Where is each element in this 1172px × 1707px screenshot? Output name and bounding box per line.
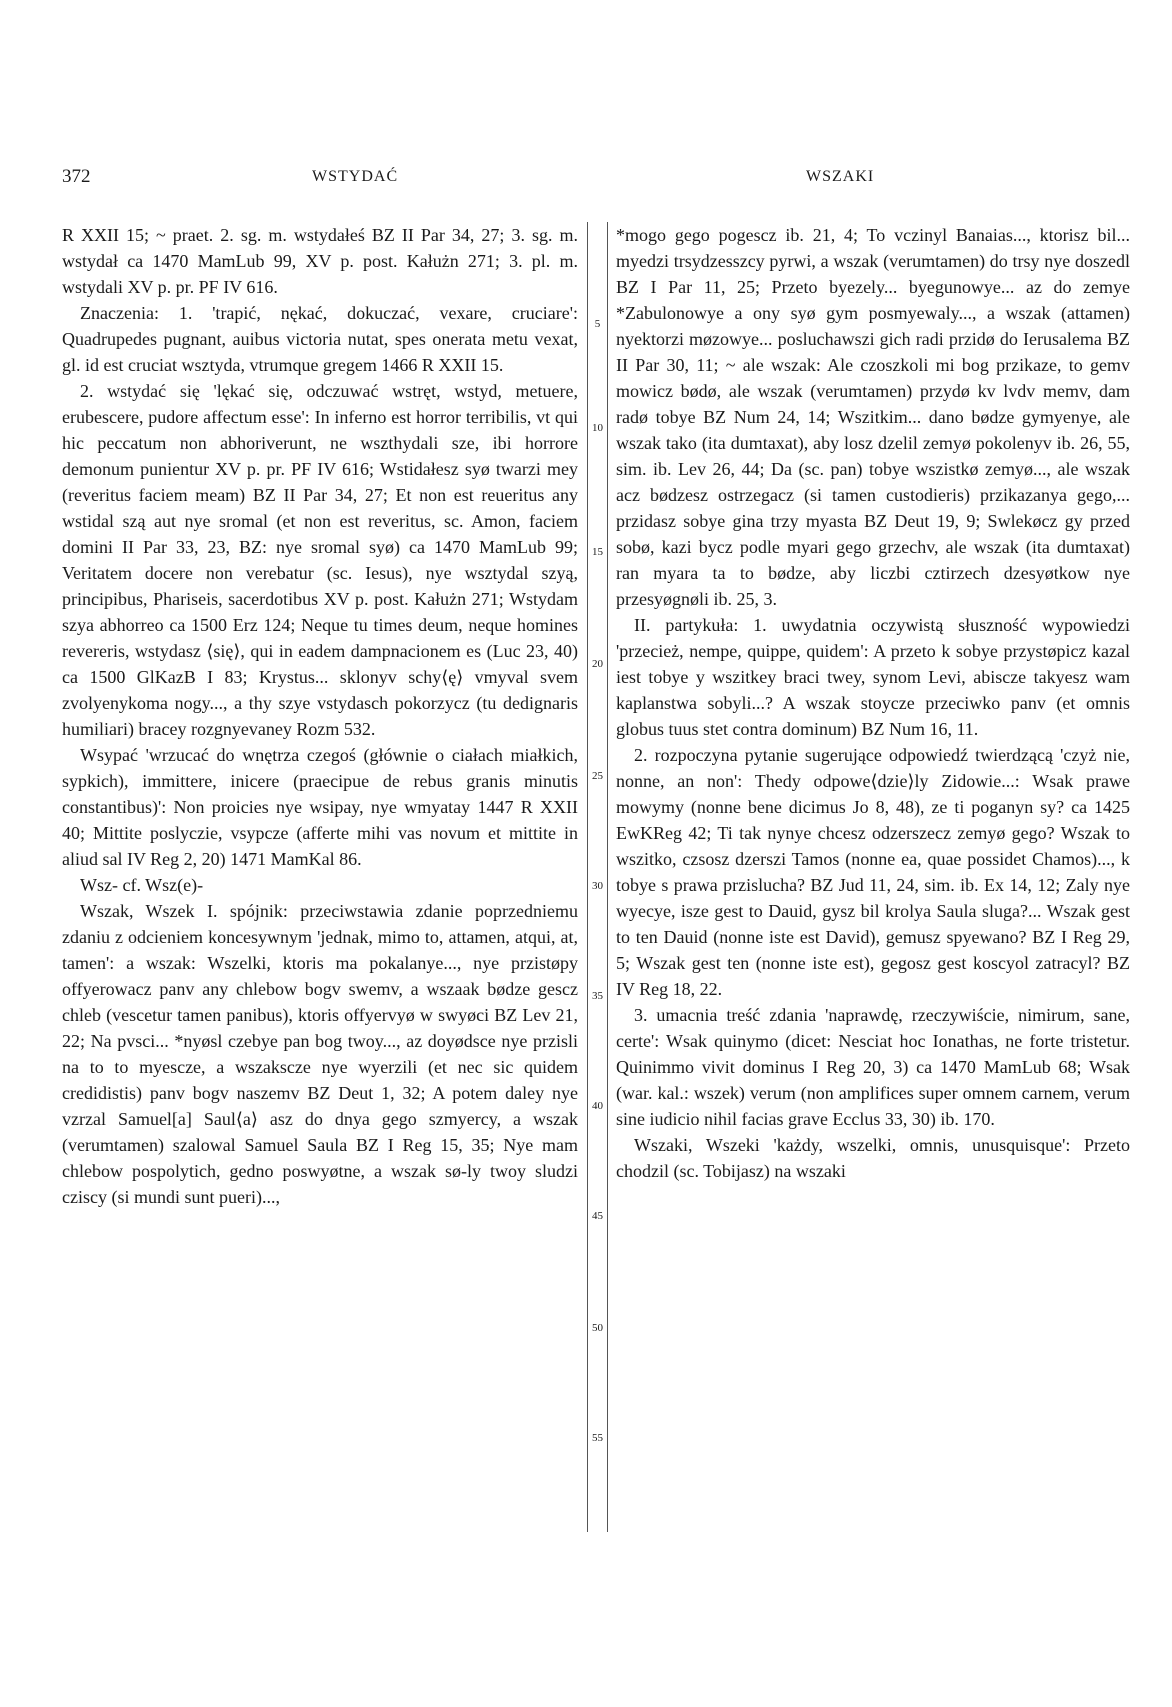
entry-paragraph: Wszak, Wszek I. spójnik: przeciwstawia zdanie poprzedniemu zdaniu z odcieniem koncesywnym 'jednak, mimo to, attamen, atqui, at, tamen': a wszak: Wszelki, ktoris ma pokalanye..., nye przistøpy offyerowacz panv any chlebow bogv swemv, a wszaak bødze gescz chleb (vescetur tamen panibus), ktoris offyervyø w swyøci BZ Lev 21, 22; Na pvsci... *nyøsl czebye pan bog twoy..., az doyødsce nye przisli na to to myescze, a wszakscze nye wyerzili (et nec sic quidem credidistis) panv bogv naszemv BZ Deut 1, 32; A potem daley nye vzrzal Samuel[a] Saul⟨a⟩ asz do dnya gego szmyercy, a wszak (verumtamen) szalowal Samuel Saula BZ I Reg 15, 35; Nye mam chlebow pospolytich, gedno poswyøtne, a wszak sø-ly twoy sludzi cziscy (si mundi sunt pueri)...,	[62, 901, 578, 1207]
entry-paragraph: II. partykuła: 1. uwydatnia oczywistą słuszność wypowiedzi 'przecież, nempe, quippe, quidem': A przeto k sobye przystøpicz kazal iest tobye y wszitkey braci twey, synom Levi, abiscze takyesz wam kaplanstwa sobyli...? A wszak stoycze przeciwko panv (et omnis globus tuus stet contra dominum) BZ Num 16, 11.	[616, 615, 1130, 739]
entry-paragraph: Znaczenia: 1. 'trapić, nękać, dokuczać, vexare, cruciare': Quadrupedes pugnant, auibus victoria nutat, spes onerata metu vexat, gl. id est cruciat wsztyda, vtrumque gregem 1466 R XXII 15.	[62, 303, 578, 375]
line-number: 15	[592, 546, 603, 558]
line-number: 35	[592, 990, 603, 1002]
entry-paragraph: R XXII 15; ~ praet. 2. sg. m. wstydałeś BZ II Par 34, 27; 3. sg. m. wstydał ca 1470 MamLub 99, XV p. post. Kałużn 271; 3. pl. m. wstydali XV p. pr. PF IV 616.	[62, 225, 578, 297]
entry-paragraph: Wsz- cf. Wsz(e)-	[80, 875, 204, 895]
entry-paragraph: 3. umacnia treść zdania 'naprawdę, rzeczywiście, nimirum, sane, certe': Wsak quinymo (dicet: Nesciat hoc Ionathas, ne forte tristetur. Quinimmo vivit dominus I Reg 20, 3) ca 1470 MamLub 68; Wsak (war. kal.: wszek) verum (non amplifices super omnem carnem, verum sine iudicio nihil facias grave Ecclus 33, 30) ib. 170.	[616, 1005, 1130, 1129]
line-number: 30	[592, 880, 603, 892]
entry-paragraph: Wszaki, Wszeki 'każdy, wszelki, omnis, unusquisque': Przeto chodzil (sc. Tobijasz) na wszaki	[616, 1135, 1130, 1181]
column-rule-left	[587, 222, 588, 1532]
right-column	[616, 222, 1130, 1184]
line-number: 55	[592, 1432, 603, 1444]
left-column	[62, 222, 578, 1210]
line-number: 45	[592, 1210, 603, 1222]
left-running-head: WSTYDAĆ	[312, 168, 399, 185]
right-running-head: WSZAKI	[806, 168, 875, 185]
line-number: 10	[592, 422, 603, 434]
entry-paragraph: 2. wstydać się 'lękać się, odczuwać wstręt, wstyd, metuere, erubescere, pudore affectum esse': In inferno est horror terribilis, vt qui hic peccatum non abhoriverunt, ne wszthydali sze, ibi horrore demonum punientur XV p. pr. PF IV 616; Wstidałesz syø twarzi mey (reveritus faciem meam) BZ II Par 34, 27; Et non est reueritus any wstidal szą aut nye sromal (et non est reveritus, sc. Amon, faciem domini II Par 33, 23, BZ: nye sromal syø) ca 1470 MamLub 99; Veritatem docere non verebatur (sc. Iesus), nye wsztydal szyą, principibus, Phariseis, sacerdotibus XV p. post. Kałużn 271; Wstydam szya abhorreo ca 1500 Erz 124; Neque tu times deum, neque homines revereris, wstydasz ⟨się⟩, qui in eadem dampnacionem es (Luc 23, 40) ca 1500 GlKazB I 83; Krystus... sklonyv schy⟨ę⟩ vmyval svem zvolyenykoma nogy..., a thy szye vstydasch pokorzycz (tu dedignaris humiliari) bracey rozgnyevaney Rozm 532.	[62, 381, 578, 739]
line-number: 50	[592, 1322, 603, 1334]
line-number: 25	[592, 770, 603, 782]
page-header	[0, 166, 1172, 196]
line-number: 20	[592, 658, 603, 670]
entry-paragraph: *mogo gego pogescz ib. 21, 4; To vczinyl Banaias..., ktorisz bil... myedzi trsydzesszcy pyrwi, a wszak (verumtamen) do trsy nye doszedl BZ I Par 11, 25; Przeto byezely... byegunowye... az do zemye *Zabulonowye a ony syø gym posmyewaly..., a wszak (attamen) nyektorzi møzowye... posluchawszi gich radi przidø do Ierusalema BZ II Par 30, 11; ~ ale wszak: Ale czoszkoli mi bog przikaze, to gemv mowicz bødø, ale wszak (verumtamen) przydø kv lvdv memv, dam radø tobye BZ Num 24, 14; Wszitkim... dano bødze gymyenye, ale wszak tako (ita dumtaxat), aby losz dzelil zemyø pokolenyv ib. 26, 55, sim. ib. Lev 26, 44; Da (sc. pan) tobye wszistkø zemyø..., ale wszak acz bødzesz ostrzegacz (si tamen custodieris) przikazanya gego,... przidasz sobye gina trzy myasta BZ Deut 19, 9; Swlekøcz gy przed sobø, kazi bycz podle myari gego grzechv, ale wszak (ita dumtaxat) ran myara ta to bødze, aby liczbi cztirzech dzesyøtkow nye przesyøgnøli ib. 25, 3.	[616, 225, 1130, 609]
entry-paragraph: 2. rozpoczyna pytanie sugerujące odpowiedź twierdzącą 'czyż nie, nonne, an non': Thedy odpowe⟨dzie⟩ly Zidowie...: Wsak prawe mowymy (nonne bene dicimus Jo 8, 48), ze ti poganyn sy? ca 1425 EwKReg 42; Ti tak nynye chcesz odzerszecz zemyø gego? Wszak to wszitko, czsosz dzerszi Tamos (nonne ea, quae possidet Chamos)..., k tobye s prawa przislucha? BZ Jud 11, 24, sim. ib. Ex 14, 12; Zaly nye wyecye, isze gest to Dauid, gysz bil krolya Saula sluga?... Wszak gest to ten Dauid (nonne iste est David), gemusz spyewano? BZ I Reg 29, 5; Wszak gest ten (nonne iste est), gegosz gest koscyol zatracyl? BZ IV Reg 18, 22.	[616, 745, 1130, 999]
page-number: 372	[62, 166, 91, 187]
entry-paragraph: Wsypać 'wrzucać do wnętrza czegoś (głównie o ciałach miałkich, sypkich), immittere, inicere (praecipue de rebus granis minutis constantibus)': Non proicies nye wsipay, nye wmyatay 1447 R XXII 40; Mittite poslyczie, vsypcze (afferte mihi vas novum et mittite in aliud sal IV Reg 2, 20) 1471 MamKal 86.	[62, 745, 578, 869]
column-rule-right	[607, 222, 608, 1532]
line-number: 40	[592, 1100, 603, 1112]
line-number: 5	[594, 318, 601, 330]
